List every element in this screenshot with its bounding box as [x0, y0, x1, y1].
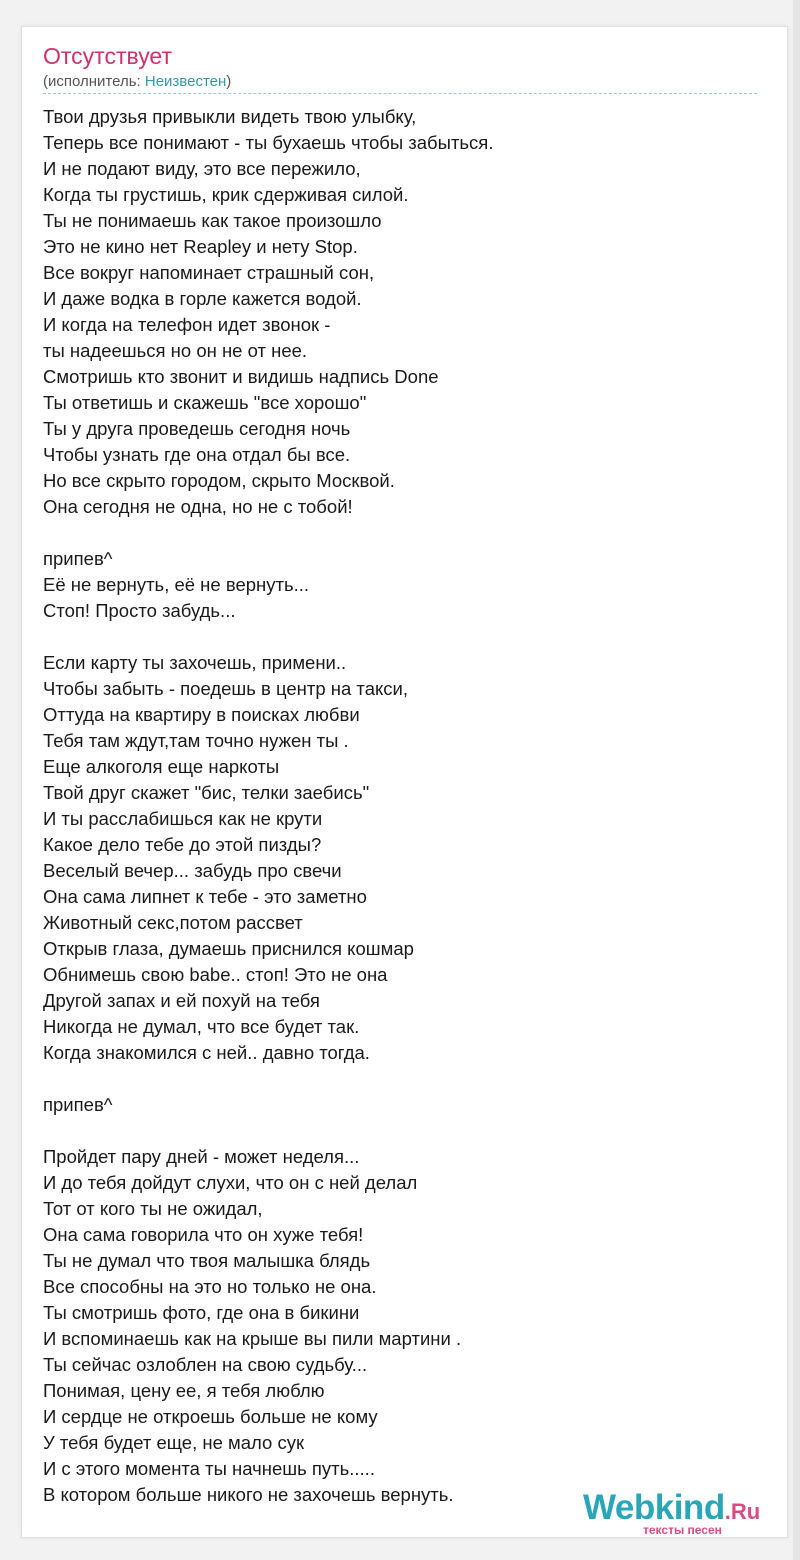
- lyric-line: Она сама липнет к тебе - это заметно: [43, 886, 367, 907]
- lyric-blank-line: [43, 624, 763, 650]
- lyric-line: И ты расслабишься как не крути: [43, 808, 323, 829]
- lyric-line: ты надеешься но он не от нее.: [43, 340, 308, 361]
- lyric-line: Но все скрыто городом, скрыто Москвой.: [43, 470, 395, 491]
- lyric-line: И даже водка в горле кажется водой.: [43, 288, 362, 309]
- lyric-line: Какое дело тебе до этой пизды?: [43, 834, 322, 855]
- lyric-line: Теперь все понимают - ты бухаешь чтобы забыться.: [43, 132, 494, 153]
- lyric-line: Ты не думал что твоя малышка блядь: [43, 1250, 371, 1271]
- lyric-line: Ты у друга проведешь сегодня ночь: [43, 418, 351, 439]
- lyric-line: Все вокруг напоминает страшный сон,: [43, 262, 375, 283]
- lyric-line: Смотришь кто звонит и видишь надпись Done: [43, 366, 439, 387]
- lyric-line: припев^: [43, 548, 113, 569]
- lyric-line: Чтобы узнать где она отдал бы все.: [43, 444, 351, 465]
- lyric-line: Она сама говорила что он хуже тебя!: [43, 1224, 364, 1245]
- lyric-line: Твои друзья привыкли видеть твою улыбку,: [43, 106, 417, 127]
- lyric-line: Веселый вечер... забудь про свечи: [43, 860, 342, 881]
- lyric-line: Если карту ты захочешь, примени..: [43, 652, 347, 673]
- lyric-line: Она сегодня не одна, но не с тобой!: [43, 496, 353, 517]
- lyric-line: Открыв глаза, думаешь приснился кошмар: [43, 938, 414, 959]
- lyric-line: Ты сейчас озлоблен на свою судьбу...: [43, 1354, 368, 1375]
- logo-tld: .Ru: [724, 1499, 761, 1524]
- logo-name: Webkind: [583, 1488, 725, 1527]
- lyric-line: Еще алкоголя еще наркоты: [43, 756, 280, 777]
- lyric-line: И сердце не откроешь больше не кому: [43, 1406, 378, 1427]
- lyric-line: И до тебя дойдут слухи, что он с ней делал: [43, 1172, 418, 1193]
- lyric-line: Животный секс,потом рассвет: [43, 912, 303, 933]
- lyric-line: Ты ответишь и скажешь "все хорошо": [43, 392, 367, 413]
- lyric-line: И когда на телефон идет звонок -: [43, 314, 331, 335]
- lyric-line: Стоп! Просто забудь...: [43, 600, 236, 621]
- lyric-line: Другой запах и ей похуй на тебя: [43, 990, 320, 1011]
- lyric-line: Чтобы забыть - поедешь в центр на такси,: [43, 678, 409, 699]
- title-divider: [43, 93, 757, 94]
- lyric-line: Её не вернуть, её не вернуть...: [43, 574, 310, 595]
- lyric-line: Тот от кого ты не ожидал,: [43, 1198, 263, 1219]
- lyrics-text: [43, 104, 763, 1508]
- lyric-line: Оттуда на квартиру в поисках любви: [43, 704, 360, 725]
- artist-link[interactable]: Неизвестен: [144, 73, 227, 90]
- lyric-line: Тебя там ждут,там точно нужен ты .: [43, 730, 349, 751]
- lyric-line: В котором больше никого не захочешь вернуть.: [43, 1484, 454, 1505]
- lyric-blank-line: [43, 520, 763, 546]
- lyric-line: Ты не понимаешь как такое произошло: [43, 210, 382, 231]
- lyric-line: Твой друг скажет "бис, телки заебись": [43, 782, 370, 803]
- lyric-line: И не подают виду, это все пережило,: [43, 158, 361, 179]
- lyric-line: Пройдет пару дней - может неделя...: [43, 1146, 360, 1167]
- artist-line: [43, 73, 231, 91]
- lyric-line: Ты смотришь фото, где она в бикини: [43, 1302, 360, 1323]
- lyric-line: Это не кино нет Reapley и нету Stop.: [43, 236, 358, 257]
- lyric-line: У тебя будет еще, не мало сук: [43, 1432, 305, 1453]
- lyric-line: Когда знакомился с ней.. давно тогда.: [43, 1042, 370, 1063]
- song-title: Отсутствует: [43, 43, 172, 69]
- lyric-line: Понимая, цену ее, я тебя люблю: [43, 1380, 325, 1401]
- lyric-line: Обнимешь свою babe.. стоп! Это не она: [43, 964, 388, 985]
- artist-suffix: ): [226, 73, 232, 90]
- artist-prefix: (исполнитель:: [43, 73, 145, 90]
- logo-tagline: тексты песен: [643, 1523, 722, 1537]
- lyric-line: припев^: [43, 1094, 113, 1115]
- lyric-line: Никогда не думал, что все будет так.: [43, 1016, 360, 1037]
- lyric-line: И с этого момента ты начнешь путь.....: [43, 1458, 375, 1479]
- lyric-line: И вспоминаешь как на крыше вы пили мартини .: [43, 1328, 462, 1349]
- lyric-line: Все способны на это но только не она.: [43, 1276, 377, 1297]
- lyric-blank-line: [43, 1066, 763, 1092]
- scrollbar-track[interactable]: [793, 0, 800, 1560]
- lyric-blank-line: [43, 1118, 763, 1144]
- lyric-line: Когда ты грустишь, крик сдерживая силой.: [43, 184, 409, 205]
- site-logo[interactable]: [583, 1489, 783, 1541]
